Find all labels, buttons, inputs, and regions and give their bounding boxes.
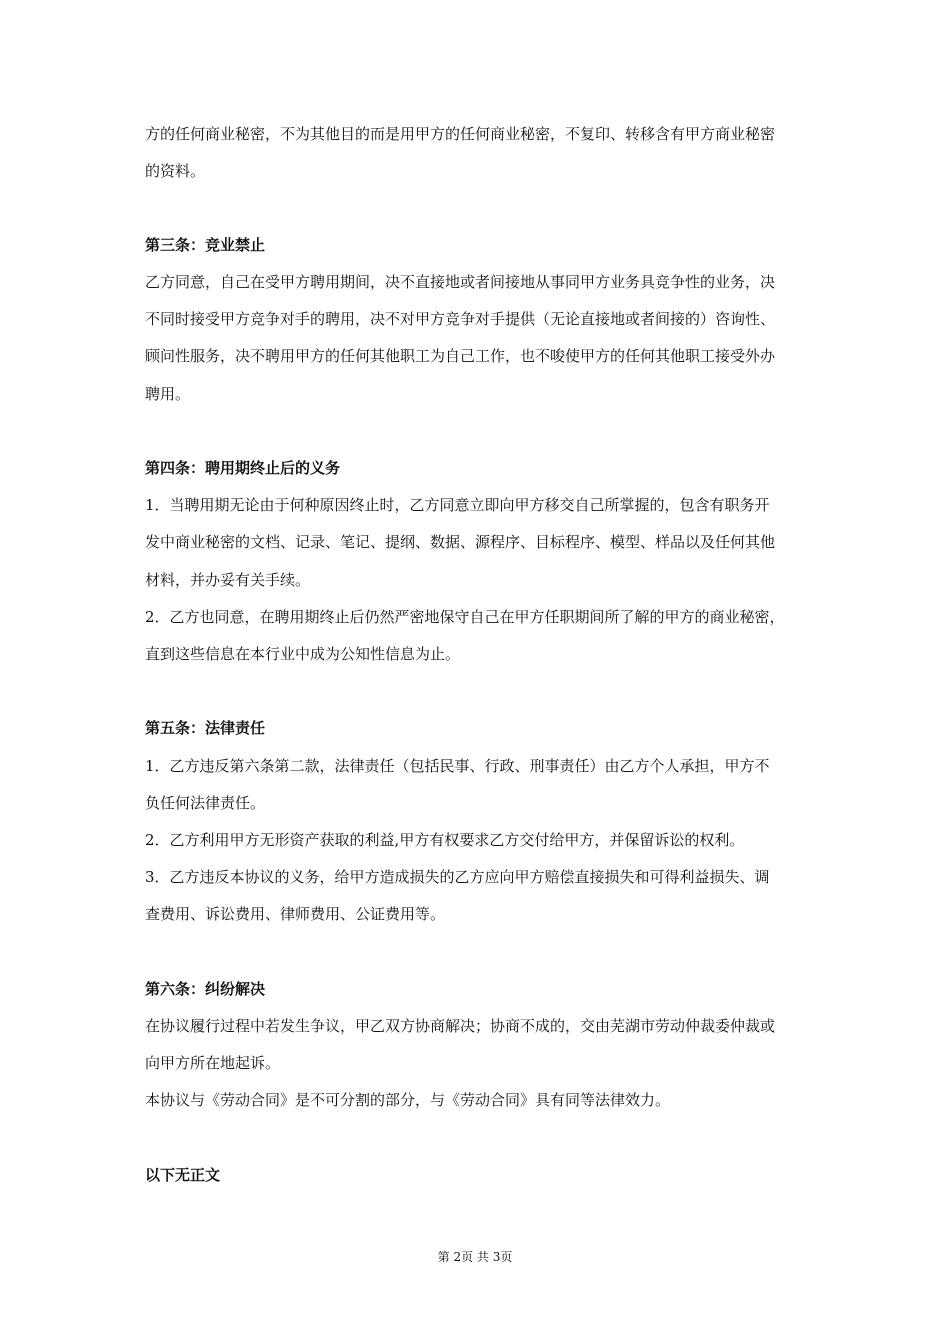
paragraph-line: 发中商业秘密的文档、记录、笔记、提纲、数据、源程序、目标程序、模型、样品以及任何其他 [145, 533, 776, 551]
paragraph-line: 2．乙方利用甲方无形资产获取的利益,甲方有权要求乙方交付给甲方，并保留诉讼的权利。 [145, 831, 745, 849]
paragraph-line: 3．乙方违反本协议的义务，给甲方造成损失的乙方应向甲方赔偿直接损失和可得利益损失、调 [145, 868, 770, 886]
section-heading-article-4: 第四条：聘用期终止后的义务 [145, 459, 341, 477]
paragraph-line: 在协议履行过程中若发生争议，甲乙双方协商解决；协商不成的，交由芜湖市劳动仲裁委仲裁或 [145, 1017, 776, 1035]
paragraph-line: 直到这些信息在本行业中成为公知性信息为止。 [145, 645, 461, 663]
paragraph-line: 不同时接受甲方竞争对手的聘用，决不对甲方竞争对手提供（无论直接地或者间接的）咨询性、 [145, 310, 776, 328]
section-heading-article-3: 第三条：竞业禁止 [145, 236, 266, 254]
paragraph-line: 聘用。 [145, 385, 191, 403]
paragraph-line: 1．当聘用期无论由于何种原因终止时，乙方同意立即向甲方移交自己所掌握的，包含有职务开 [145, 496, 770, 514]
paragraph-line: 2．乙方也同意，在聘用期终止后仍然严密地保守自己在甲方任职期间所了解的甲方的商业秘密， [145, 608, 785, 626]
continuation-line: 方的任何商业秘密，不为其他目的而是用甲方的任何商业秘密，不复印、转移含有甲方商业秘密 [145, 125, 776, 143]
closing-text: 以下无正文 [145, 1166, 221, 1184]
paragraph-line: 1．乙方违反第六条第二款，法律责任（包括民事、行政、刑事责任）由乙方个人承担，甲方不 [145, 757, 770, 775]
paragraph-line: 乙方同意，自己在受甲方聘用期间，决不直接地或者间接地从事同甲方业务具竞争性的业务，决 [145, 273, 776, 291]
section-heading-article-5: 第五条：法律责任 [145, 719, 266, 737]
paragraph-line: 本协议与《劳动合同》是不可分割的部分，与《劳动合同》具有同等法律效力。 [145, 1091, 671, 1109]
paragraph-line: 材料，并办妥有关手续。 [145, 571, 311, 589]
paragraph-line: 查费用、诉讼费用、律师费用、公证费用等。 [145, 905, 446, 923]
paragraph-line: 顾问性服务，决不聘用甲方的任何其他职工为自己工作，也不唆使甲方的任何其他职工接受外办 [145, 347, 776, 365]
paragraph-line: 向甲方所在地起诉。 [145, 1054, 281, 1072]
continuation-line: 的资料。 [145, 162, 206, 180]
section-heading-article-6: 第六条：纠纷解决 [145, 980, 266, 998]
paragraph-line: 负任何法律责任。 [145, 794, 266, 812]
page-number-footer: 第 2页 共 3页 [437, 1250, 513, 1264]
